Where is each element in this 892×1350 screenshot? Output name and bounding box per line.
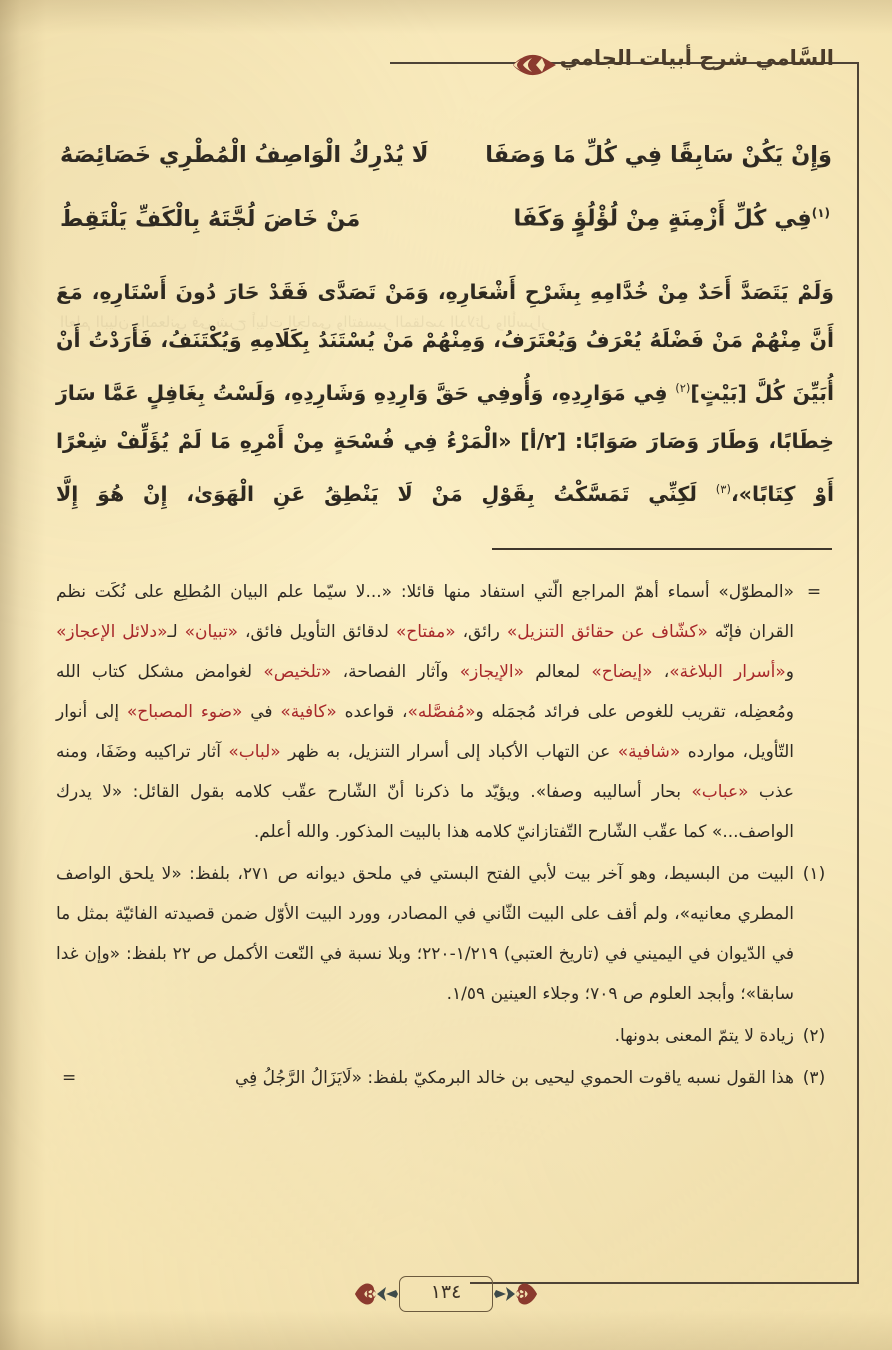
cited-work-title: «كافية» <box>280 702 337 722</box>
footnote-run: وآثار الفصاحة، <box>331 662 460 682</box>
cited-work-title: «ضوء المصباح» <box>126 702 243 722</box>
reverse-side-bleedthrough: العلم البيان والمعاني في شرح أبيات الجامي والتفسير المقاصد الدلائل والأسرار <box>60 313 549 331</box>
floral-ornament-right-icon <box>493 1272 539 1316</box>
cited-work-title: «الإيجاز» <box>459 662 525 682</box>
footnote-item <box>56 854 834 1014</box>
poetry-block <box>60 126 832 248</box>
footnotes-block <box>56 572 834 1100</box>
footnote-run: زيادة لا يتمّ المعنى بدونها. <box>614 1026 794 1046</box>
footnote-run: في <box>242 702 281 722</box>
body-paragraph <box>56 268 834 518</box>
footnote-run: هذا القول نسبه ياقوت الحموي ليحيى بن خالد البرمكيّ بلفظ: «لَايَزَالُ الرَّجُلُ فِي <box>234 1068 794 1088</box>
footnote-marker: (٢) <box>802 1026 826 1046</box>
page-number-area <box>0 1272 892 1316</box>
footnote-run: البيت من البسيط، وهو آخر بيت لأبي الفتح البستي في ملحق ديوانه ص ٢٧١، بلفظ: «لا يلحق الواصف المطري معانيه»، ولم أقف على البيت الثّاني في المصادر، وورد البيت الأوّل ضمن قصيدته الفائيّة بمثل ما في الدّيوان في اليميني في (تاريخ العتبي) ١/٢١٩-٢٢٠؛ وبلا نسبة في النّعت الأكمل ص ٢٢ بلفظ: «وإن غدا سابقا»؛ وأبجد العلوم ص ٧٠٩؛ وجلاء العينين ١/٥٩. <box>56 864 794 1004</box>
cited-work-title: «كشّاف عن حقائق التنزيل» <box>506 622 708 642</box>
footnote-continuation-marker: = <box>62 1068 77 1088</box>
floral-ornament-left-icon <box>353 1272 399 1316</box>
footnote-divider-rule <box>492 548 832 550</box>
body-text-part-2: فِي مَوَارِدِهِ، وَأُوفِي حَقَّ وَارِدِهِ وَشَارِدِهِ، وَلَسْتُ بِغَافِلٍ عَمَّا سَارَ خِطَابًا، وَطَارَ وَصَارَ صَوَابًا: [٢/أ] «الْمَرْءُ فِي فُسْحَةٍ مِنْ أَمْرِهِ مَا لَمْ يُؤَلِّفْ شِعْرًا أَوْ كِتَابًا»، <box>56 380 834 506</box>
cited-work-title: «شافية» <box>617 742 681 762</box>
page-number: ١٣٤ <box>399 1276 493 1312</box>
verse-hemistich-b <box>497 184 832 248</box>
book-title: السَّامي شرح أبيات الجامي <box>559 46 834 70</box>
footnote-run: لدقائق التأويل فائق، <box>238 622 396 642</box>
verse-hemistich-a: مَنْ خَاضَ لُجَّتَهُ بِالْكَفِّ يَلْتَقِطُ <box>60 205 361 232</box>
footnote-text <box>56 1058 794 1098</box>
cited-work-title: «إيضاح» <box>591 662 653 682</box>
cited-work-title: «تبيان» <box>184 622 239 642</box>
cited-work-title: «أسرار البلاغة» <box>669 662 786 682</box>
verse-hemistich-b: وَإِنْ يَكُنْ سَابِقًا فِي كُلِّ مَا وَصَفَا <box>485 142 832 168</box>
tulip-ornament-icon <box>512 48 558 82</box>
spine-shadow <box>0 0 46 1350</box>
verse-line <box>60 126 832 184</box>
footnote-run: لمعالم <box>524 662 592 682</box>
footnote-run: رائق، <box>455 622 507 642</box>
footnote-item <box>56 572 834 852</box>
footnote-text <box>56 1016 794 1056</box>
top-edge-shadow <box>0 0 892 34</box>
body-footnote-ref-3[interactable]: (٣) <box>715 481 731 496</box>
footnote-item <box>56 1058 834 1098</box>
footnote-marker: (٣) <box>802 1068 826 1088</box>
frame-right-rule <box>857 62 859 1284</box>
cited-work-title: «لباب» <box>228 742 281 762</box>
verse-hemistich-b-text: فِي كُلِّ أَزْمِنَةٍ مِنْ لُؤْلُؤٍ وَكَفَا <box>513 205 812 232</box>
body-footnote-ref-2[interactable]: (٢) <box>675 381 691 395</box>
footnote-run: عن التهاب الأكباد إلى أسرار التنزيل، به ظهر <box>280 742 618 762</box>
footnote-run: لغوامض مشكل كتاب الله ومُعضِله، تقريب للغوص على فرائد مُجمَله و <box>56 662 794 722</box>
footnote-item <box>56 1016 834 1056</box>
cited-work-title: «مُفصَّله» <box>407 702 476 722</box>
verse-line <box>60 184 832 248</box>
verse-footnote-ref[interactable]: (١) <box>811 206 830 220</box>
footnote-run: لـ <box>167 622 185 642</box>
main-body-text <box>56 268 834 518</box>
body-text-part-1: وَلَمْ يَتَصَدَّ أَحَدٌ مِنْ خُدَّامِهِ بِشَرْحِ أَشْعَارِهِ، وَمَنْ تَصَدَّى فَقَدْ حَارَ دُونَ أَسْتَارِهِ، مَعَ أَنَّ مِنْهُمْ مَنْ فَضْلَهُ يُعْرَفُ وَيُعْتَرَفُ، وَمِنْهُمْ مَنْ يُسْتَنَدُ بِكَلَامِهِ وَيُكْتَنَفُ، فَأَرَدْتُ أَنْ أُبَيِّنَ كُلَّ [بَيْتٍ] <box>56 280 834 405</box>
body-text-part-3: لَكِنِّي تَمَسَّكْتُ بِقَوْلِ مَنْ لَا يَنْطِقُ عَنِ الْهَوَىٰ، إِنْ هُوَ إِلَّا <box>56 481 716 506</box>
footnote-text <box>56 854 794 1014</box>
footnote-run: «المطوّل» أسماء أهمّ المراجع الّتي استفاد منها قائلا: «...لا سيّما علم البيان المُطلِع على نُكَت نظم القران فإنّه <box>56 582 794 642</box>
footnote-run: و <box>785 662 794 682</box>
footnote-marker: = <box>806 582 822 602</box>
footnote-text <box>56 572 794 852</box>
verse-hemistich-a: لَا يُدْرِكُ الْوَاصِفُ الْمُطْرِي خَصَائِصَهُ <box>60 142 429 168</box>
cited-work-title: «عباب» <box>691 782 749 802</box>
cited-work-title: «تلخيص» <box>263 662 332 682</box>
footnote-run: ، <box>652 662 670 682</box>
footnote-run: إلى أنوار التّأويل، موارده <box>56 702 795 762</box>
footnote-run: بحار أساليبه وصفا». ويؤيّد ما ذكرنا أنّ الشّارح عقّب كلامه بقول القائل: «لا يدرك الواصف...» كما عقّب الشّارح التّفتازانيّ كلامه هذا بالبيت المذكور. والله أعلم. <box>56 782 794 842</box>
cited-work-title: «دلائل الإعجاز» <box>56 622 168 642</box>
footnote-run: آثار تراكيبه وضَفَا، ومنه عذب <box>56 742 794 802</box>
cited-work-title: «مفتاح» <box>395 622 456 642</box>
footnote-marker: (١) <box>802 864 826 884</box>
bottom-edge-shadow <box>0 1310 892 1350</box>
footnote-run: ، قواعده <box>336 702 408 722</box>
page-header <box>44 44 848 90</box>
